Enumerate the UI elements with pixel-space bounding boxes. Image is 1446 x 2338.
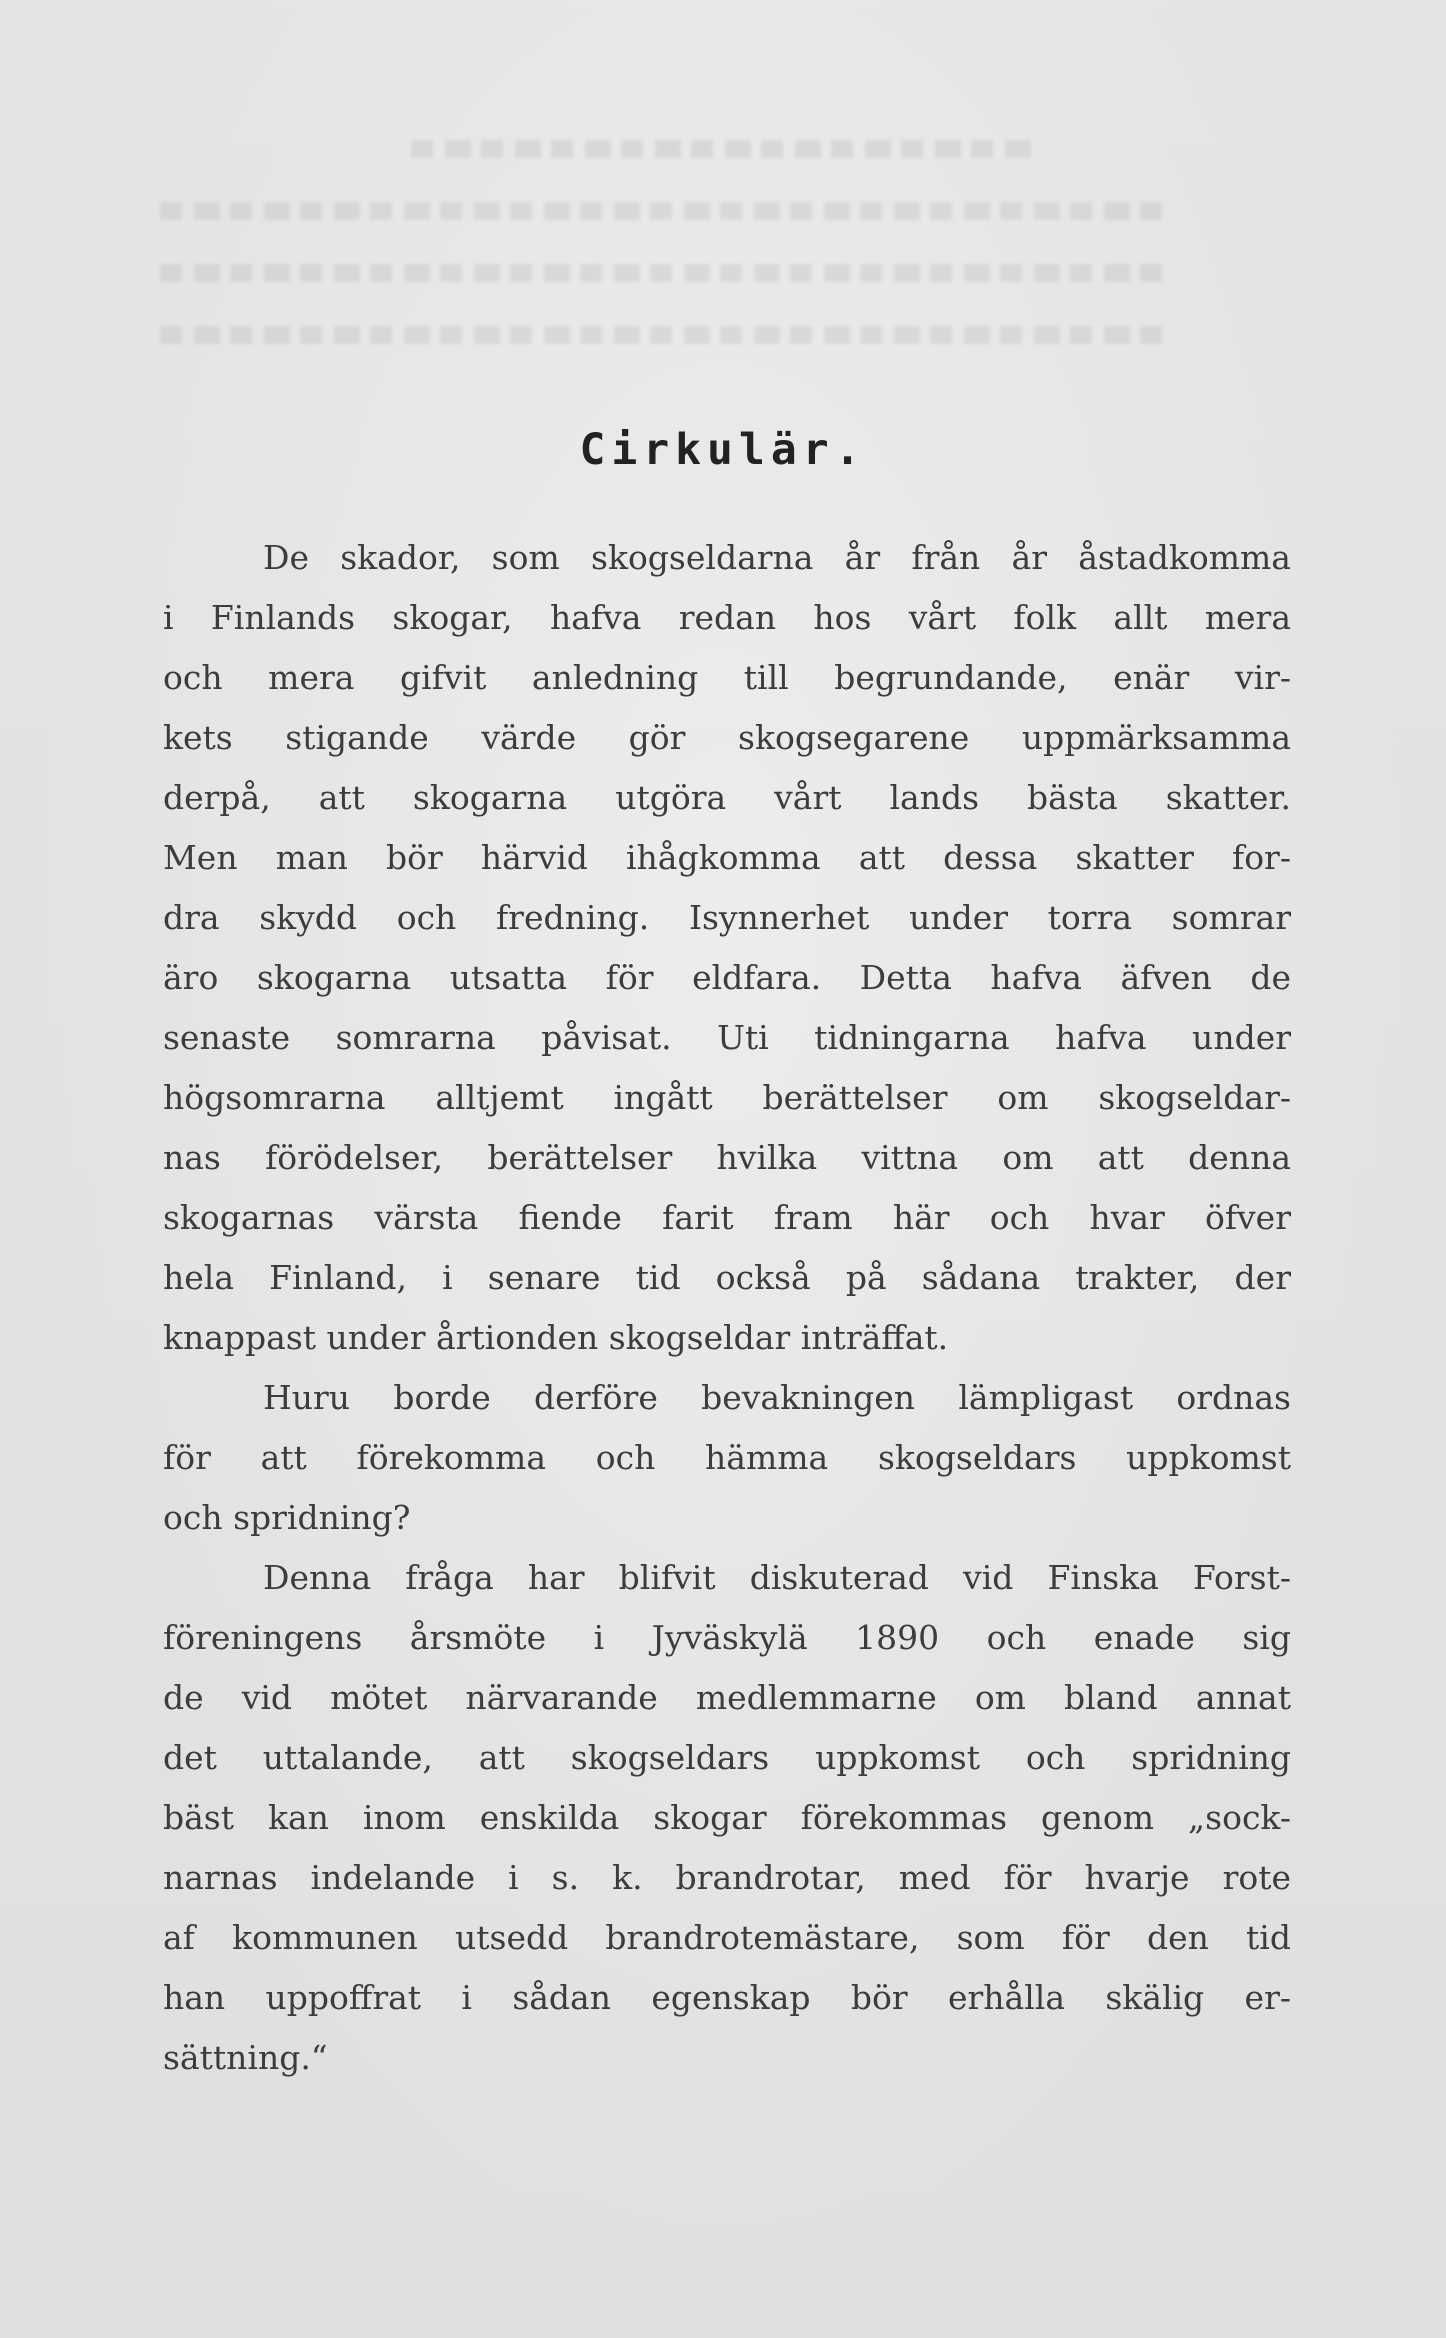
text-line: senaste somrarna påvisat. Uti tidningarna hafva under xyxy=(163,1018,1291,1057)
text-line: af kommunen utsedd brandrotemästare, som för den tid xyxy=(163,1918,1291,1957)
text-line: De skador, som skogseldarna år från år åstadkomma xyxy=(263,538,1291,577)
text-line: och spridning? xyxy=(163,1498,411,1537)
text-line: han uppoffrat i sådan egenskap bör erhålla skälig er- xyxy=(163,1978,1291,2017)
text-line: knappast under årtionden skogseldar inträffat. xyxy=(163,1318,949,1357)
page-title: Cirkulär. xyxy=(579,425,867,475)
text-line: bäst kan inom enskilda skogar förekommas genom „sock- xyxy=(163,1798,1291,1837)
text-line: Denna fråga har blifvit diskuterad vid Finska Forst- xyxy=(263,1558,1291,1597)
bleed-through-text xyxy=(160,140,1300,460)
text-line: derpå, att skogarna utgöra vårt lands bästa skatter. xyxy=(163,778,1291,817)
text-line: de vid mötet närvarande medlemmarne om bland annat xyxy=(163,1678,1291,1717)
text-line: och mera gifvit anledning till begrundande, enär vir- xyxy=(163,658,1291,697)
text-line: Men man bör härvid ihågkomma att dessa skatter for- xyxy=(163,838,1291,877)
text-line: narnas indelande i s. k. brandrotar, med för hvarje rote xyxy=(163,1858,1291,1897)
text-line: föreningens årsmöte i Jyväskylä 1890 och enade sig xyxy=(163,1618,1291,1657)
text-line: Huru borde derföre bevakningen lämpligast ordnas xyxy=(263,1378,1291,1417)
text-line: i Finlands skogar, hafva redan hos vårt folk allt mera xyxy=(163,598,1291,637)
text-line: äro skogarna utsatta för eldfara. Detta hafva äfven de xyxy=(163,958,1291,997)
text-line: det uttalande, att skogseldars uppkomst och spridning xyxy=(163,1738,1291,1777)
text-line: för att förekomma och hämma skogseldars uppkomst xyxy=(163,1438,1291,1477)
text-line: skogarnas värsta fiende farit fram här och hvar öfver xyxy=(163,1198,1291,1237)
text-line: dra skydd och fredning. Isynnerhet under torra somrar xyxy=(163,898,1291,937)
text-line: hela Finland, i senare tid också på sådana trakter, der xyxy=(163,1258,1291,1297)
text-line: kets stigande värde gör skogsegarene uppmärksamma xyxy=(163,718,1291,757)
text-line: högsomrarna alltjemt ingått berättelser om skogseldar- xyxy=(163,1078,1291,1117)
body-text xyxy=(163,528,1291,2088)
text-line: nas förödelser, berättelser hvilka vittna om att denna xyxy=(163,1138,1291,1177)
text-line: sättning.“ xyxy=(163,2038,328,2077)
